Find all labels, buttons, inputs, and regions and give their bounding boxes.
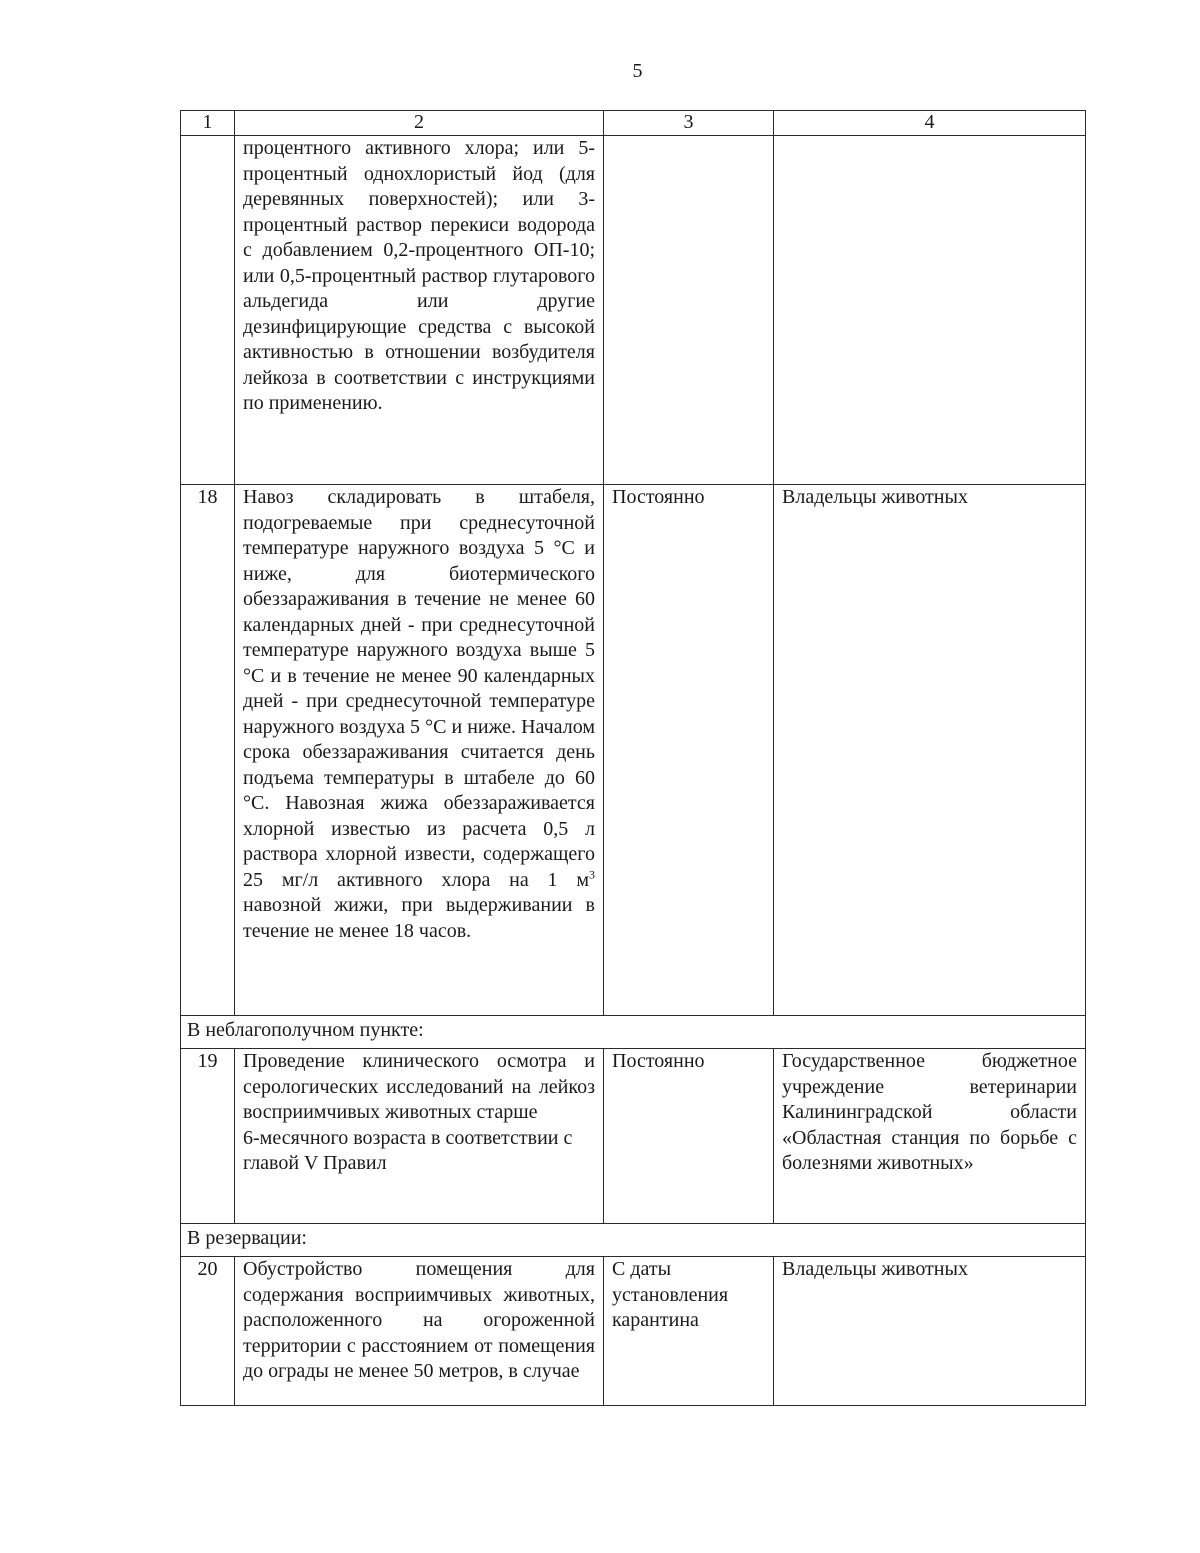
measure-cell bbox=[235, 485, 604, 1016]
term-cell: Постоянно bbox=[604, 485, 774, 1016]
table-row bbox=[181, 485, 1086, 1016]
measure-text-continued: 6-месячного возраста в соответствии с главой V Правил bbox=[243, 1126, 573, 1174]
measure-cell: процентного активного хлора; или 5-процентный однохлористый йод (для деревянных поверхностей); или 3-процентный раствор перекиси водорода с добавлением 0,2-процентного ОП-10; или 0,5-процентный раствор глутарового альдегида или другие дезинфицирующие средства с высокой активностью в отношении возбудителя лейкоза в соответствии с инструкциями по применению. bbox=[235, 136, 604, 485]
page-number: 5 bbox=[632, 60, 643, 82]
cubic-superscript: 3 bbox=[589, 866, 595, 881]
measure-text-end: навозной жижи, при выдерживании в течение не менее 18 часов. bbox=[243, 894, 595, 942]
row-number: 19 bbox=[181, 1049, 235, 1224]
table-row bbox=[181, 1257, 1086, 1406]
term-line: установления bbox=[612, 1283, 729, 1306]
section-heading: В резервации: bbox=[181, 1224, 1086, 1257]
row-number bbox=[181, 136, 235, 485]
measure-cell bbox=[235, 1049, 604, 1224]
term-line: карантина bbox=[612, 1309, 699, 1331]
section-heading: В неблагополучном пункте: bbox=[181, 1016, 1086, 1049]
table-row bbox=[181, 136, 1086, 485]
table-row bbox=[181, 1049, 1086, 1224]
responsible-cell bbox=[774, 136, 1086, 485]
section-row bbox=[181, 1224, 1086, 1257]
measures-table bbox=[180, 110, 1086, 1406]
term-line: С даты bbox=[612, 1258, 672, 1280]
responsible-cell: Владельцы животных bbox=[774, 485, 1086, 1016]
column-header: 1 bbox=[181, 111, 235, 136]
section-row bbox=[181, 1016, 1086, 1049]
responsible-cell: Владельцы животных bbox=[774, 1257, 1086, 1406]
row-number: 20 bbox=[181, 1257, 235, 1406]
term-cell: Постоянно bbox=[604, 1049, 774, 1224]
table-header-row bbox=[181, 111, 1086, 136]
column-header: 4 bbox=[774, 111, 1086, 136]
column-header: 3 bbox=[604, 111, 774, 136]
measure-cell: Обустройство помещения для содержания восприимчивых животных, расположенного на огороженной территории с расстоянием от помещения до ограды не менее 50 метров, в случае bbox=[235, 1257, 604, 1406]
term-cell bbox=[604, 136, 774, 485]
row-number: 18 bbox=[181, 485, 235, 1016]
measure-text: Проведение клинического осмотра и серологических исследований на лейкоз восприимчивых животных старше bbox=[243, 1050, 595, 1123]
column-header: 2 bbox=[235, 111, 604, 136]
term-cell bbox=[604, 1257, 774, 1406]
measure-text: Навоз складировать в штабеля, подогреваемые при среднесуточной температуре наружного воздуха 5 °С и ниже, для биотермического обеззараживания в течение не менее 60 календарных дней - при среднесуточной температуре наружного воздуха выше 5 °С и в течение не менее 90 календарных дней - при среднесуточной температуре наружного воздуха 5 °С и ниже. Началом срока обеззараживания считается день подъема температуры в штабеле до 60 °С. Навозная жижа обеззараживается хлорной известью из расчета 0,5 л раствора хлорной извести, содержащего 25 мг/л активного хлора на 1 м bbox=[243, 486, 595, 891]
responsible-cell: Государственное бюджетное учреждение ветеринарии Калининградской области «Областная станция по борьбе с болезнями животных» bbox=[774, 1049, 1086, 1224]
